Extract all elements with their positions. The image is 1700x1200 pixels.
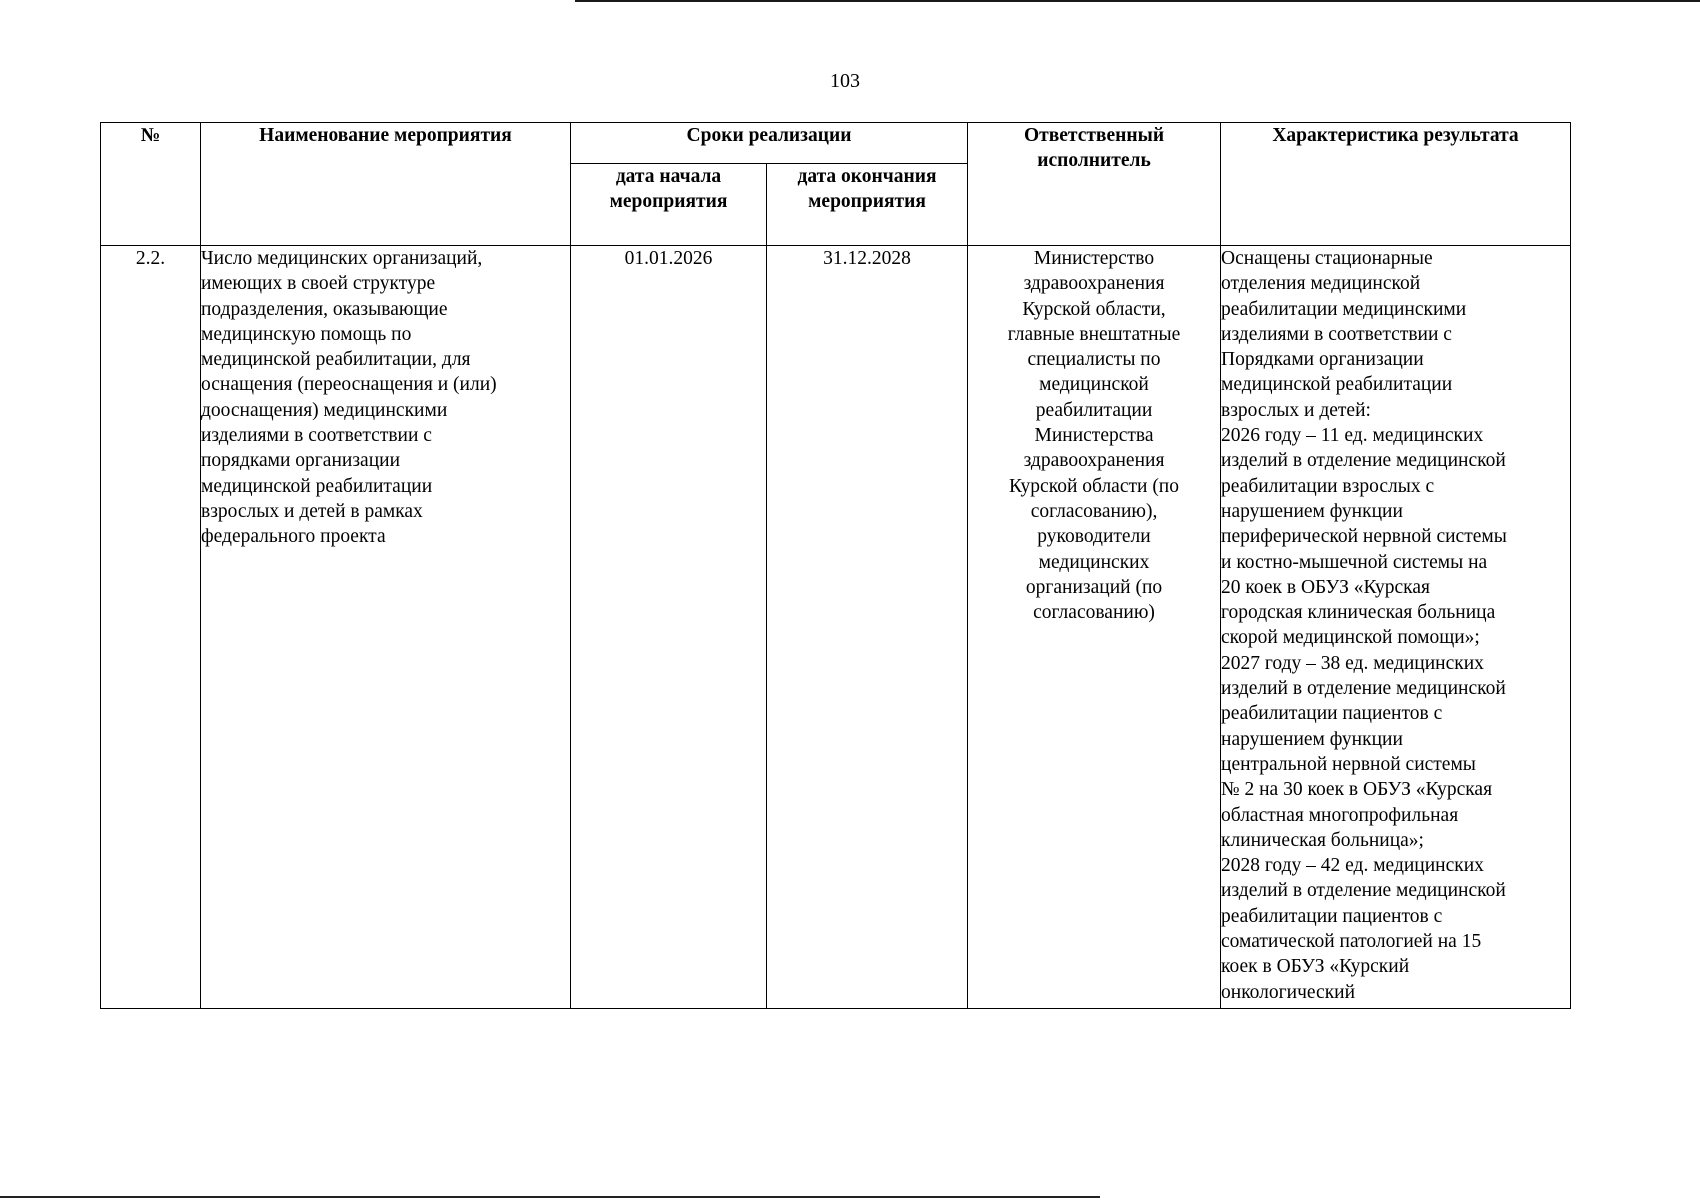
row-num: 2.2. xyxy=(101,246,201,1009)
scan-edge-top xyxy=(575,0,1700,2)
header-name: Наименование мероприятия xyxy=(201,123,571,246)
header-row xyxy=(101,123,1571,164)
header-end-date: дата окончания мероприятия xyxy=(767,164,968,246)
header-num: № xyxy=(101,123,201,246)
page-number: 103 xyxy=(830,70,860,92)
header-responsible: Ответственный исполнитель xyxy=(968,123,1221,246)
table-row xyxy=(101,246,1571,1009)
header-period: Сроки реализации xyxy=(571,123,968,164)
row-start-date: 01.01.2026 xyxy=(571,246,767,1009)
header-result: Характеристика результата xyxy=(1221,123,1571,246)
row-responsible: Министерство здравоохранения Курской области, главные внештатные специалисты по медицинской реабилитации Министерства здравоохранения Курской области (по согласованию), руководители медицинских организаций (по согласованию) xyxy=(968,246,1221,1009)
row-name: Число медицинских организаций, имеющих в своей структуре подразделения, оказывающие медицинскую помощь по медицинской реабилитации, для оснащения (переоснащения и (или) дооснащения) медицинскими изделиями в соответствии с порядками организации медицинской реабилитации взрослых и детей в рамках федерального проекта xyxy=(201,246,571,1009)
activities-table xyxy=(100,122,1571,1009)
row-result: Оснащены стационарные отделения медицинской реабилитации медицинскими изделиями в соответствии с Порядками организации медицинской реабилитации взрослых и детей: 2026 году – 11 ед. медицинских изделий в отделение медицинской реабилитации взрослых с нарушением функции периферической нервной системы и костно-мышечной системы на 20 коек в ОБУЗ «Курская городская клиническая больница скорой медицинской помощи»; 2027 году – 38 ед. медицинских изделий в отделение медицинской реабилитации пациентов с нарушением функции центральной нервной системы № 2 на 30 коек в ОБУЗ «Курская областная многопрофильная клиническая больница»; 2028 году – 42 ед. медицинских изделий в отделение медицинской реабилитации пациентов с соматической патологией на 15 коек в ОБУЗ «Курский онкологический xyxy=(1221,246,1571,1009)
header-start-date: дата начала мероприятия xyxy=(571,164,767,246)
scan-edge-bottom xyxy=(0,1196,1100,1198)
row-end-date: 31.12.2028 xyxy=(767,246,968,1009)
